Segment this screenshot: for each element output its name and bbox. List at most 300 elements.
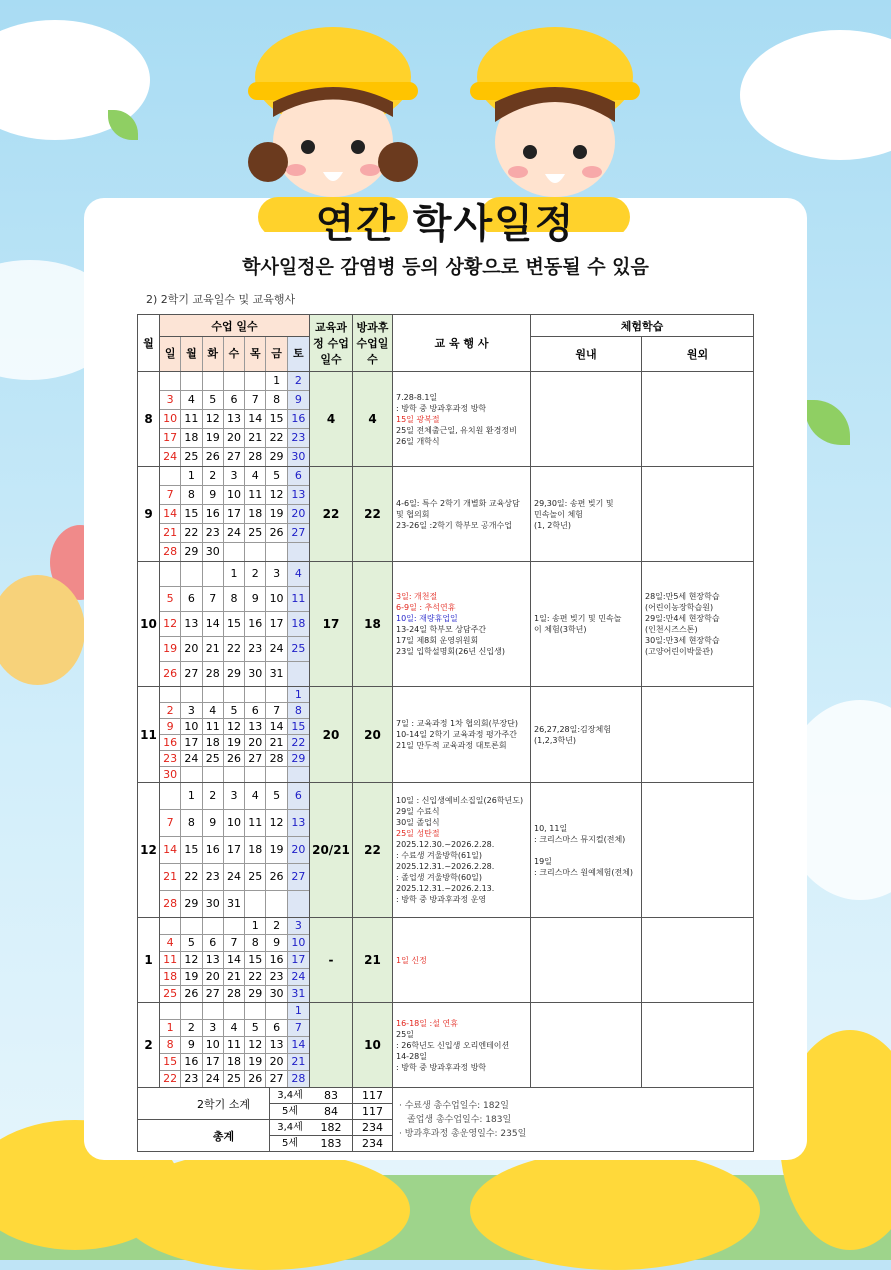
calendar-day: 17 <box>266 612 287 637</box>
month-row <box>138 1003 754 1088</box>
calendar-day: 5 <box>160 587 181 612</box>
calendar-day <box>181 372 202 391</box>
events-cell <box>393 562 531 687</box>
calendar-day <box>181 562 202 587</box>
calendar-day: 27 <box>288 524 309 543</box>
month-row <box>138 783 754 918</box>
events-cell <box>393 687 531 783</box>
calendar-day <box>224 372 245 391</box>
calendar-day: 16 <box>181 1054 202 1071</box>
calendar-day: 31 <box>224 891 245 917</box>
outside-header: 원외 <box>642 337 754 372</box>
calendar-day: 28 <box>160 891 181 917</box>
calendar-day: 28 <box>224 986 245 1002</box>
calendar-day: 1 <box>181 783 202 810</box>
events-line: : 방학 중 방과후과정 운영 <box>396 895 487 904</box>
calendar-day <box>245 1003 266 1020</box>
calendar-day: 8 <box>160 1037 181 1054</box>
weekday-label: 수 <box>224 337 245 371</box>
afterschool-days: 18 <box>353 562 393 687</box>
calendar-day: 23 <box>266 969 287 986</box>
calendar-day: 24 <box>160 448 181 466</box>
bush <box>120 1150 410 1270</box>
age-label: 5세 <box>269 1136 310 1151</box>
events-line: 16-18일 :설 연휴 <box>396 1018 458 1028</box>
calendar-day: 29 <box>266 448 287 466</box>
calendar-day: 9 <box>160 719 181 735</box>
calendar-day: 6 <box>224 391 245 410</box>
calendar-day: 29 <box>245 986 266 1002</box>
calendar-day: 13 <box>288 486 309 505</box>
calendar-day: 25 <box>181 448 202 466</box>
events-line: : 26학년도 신입생 오리엔테이션 <box>396 1040 510 1050</box>
events-line: : 방학 중 방과후과정 방학 <box>396 403 487 413</box>
afterschool-days: 21 <box>353 918 393 1003</box>
month-calendar <box>160 1003 310 1088</box>
calendar-day: 14 <box>288 1037 309 1054</box>
calendar-day: 12 <box>203 410 224 429</box>
calendar-day: 5 <box>224 703 245 719</box>
outside-cell <box>642 783 754 918</box>
month-label: 8 <box>138 372 160 467</box>
curriculum-days <box>310 1003 353 1088</box>
calendar-day: 29 <box>224 662 245 686</box>
calendar-day: 14 <box>245 410 266 429</box>
calendar-day: 21 <box>245 429 266 448</box>
events-line: 15일 광복절 <box>396 414 440 424</box>
calendar-day: 16 <box>203 505 224 524</box>
afterschool-days: 22 <box>353 783 393 918</box>
events-line: 25일 <box>396 1029 414 1039</box>
calendar-day <box>160 372 181 391</box>
calendar-day: 7 <box>266 703 287 719</box>
calendar-day: 1 <box>245 918 266 935</box>
calendar-day: 6 <box>245 703 266 719</box>
inside-line: 민속놀이 체험 <box>534 509 583 519</box>
calendar-day: 11 <box>181 410 202 429</box>
calendar-day: 2 <box>160 703 181 719</box>
month-calendar <box>160 783 310 918</box>
calendar-day <box>203 1003 224 1020</box>
events-line: 14-28일 <box>396 1051 427 1061</box>
calendar-day: 26 <box>266 524 287 543</box>
inside-line: 29,30일: 송편 빚기 및 <box>534 498 614 508</box>
calendar-day: 28 <box>245 448 266 466</box>
calendar-day: 17 <box>160 429 181 448</box>
calendar-day: 9 <box>245 587 266 612</box>
calendar-day <box>160 562 181 587</box>
calendar-day: 24 <box>266 637 287 662</box>
calendar-day: 26 <box>160 662 181 686</box>
afterschool-days: 20 <box>353 687 393 783</box>
calendar-day: 6 <box>266 1020 287 1037</box>
calendar-day: 15 <box>245 952 266 969</box>
calendar-day: 13 <box>288 810 309 837</box>
calendar-day: 9 <box>203 810 224 837</box>
calendar-day: 27 <box>288 864 309 891</box>
calendar-day: 2 <box>181 1020 202 1037</box>
outside-cell <box>642 687 754 783</box>
calendar-day: 26 <box>203 448 224 466</box>
calendar-day: 20 <box>288 505 309 524</box>
calendar-day: 22 <box>266 429 287 448</box>
calendar-day: 28 <box>160 543 181 561</box>
month-calendar <box>160 467 310 562</box>
calendar-day <box>266 543 287 561</box>
calendar-day: 9 <box>203 486 224 505</box>
inside-cell <box>531 918 642 1003</box>
total-curriculum: 183 <box>310 1136 353 1152</box>
calendar-day: 10 <box>160 410 181 429</box>
inside-cell <box>531 687 642 783</box>
calendar-day <box>160 918 181 935</box>
afterschool-days-header: 방과후 수업일수 <box>353 315 393 372</box>
inside-line: 26,27,28일:김장체험 <box>534 724 611 734</box>
outside-line: (인천시즈스톤) <box>645 625 698 634</box>
calendar-day: 17 <box>224 505 245 524</box>
calendar-day: 28 <box>203 662 224 686</box>
calendar-day: 11 <box>288 587 309 612</box>
events-line: : 방학 중 방과후과정 방학 <box>396 1062 487 1072</box>
events-line: 4-6일: 특수 2학기 개별화 교육상담 <box>396 498 520 508</box>
calendar-day: 6 <box>181 587 202 612</box>
summary-notes: · 수료생 총수업일수: 182일 졸업생 총수업일수: 183일 · 방과후과정 총운영일수: 235일 <box>393 1088 754 1152</box>
calendar-day: 15 <box>181 505 202 524</box>
calendar-day: 12 <box>245 1037 266 1054</box>
calendar-day: 16 <box>160 735 181 751</box>
calendar-day: 31 <box>288 986 309 1002</box>
events-line: : 수료생 겨울방학(61일) <box>396 851 483 860</box>
calendar-day: 4 <box>245 783 266 810</box>
weekday-label: 토 <box>288 337 309 371</box>
calendar-day <box>245 687 266 703</box>
subtotal-afterschool: 117 <box>353 1088 393 1104</box>
events-line: 29일 수료식 <box>396 807 440 816</box>
calendar-day: 24 <box>181 751 202 767</box>
calendar-day <box>245 767 266 782</box>
inside-line: 이 체험(3학년) <box>534 625 587 634</box>
calendar-day: 21 <box>203 637 224 662</box>
calendar-day: 19 <box>224 735 245 751</box>
calendar-day: 15 <box>160 1054 181 1071</box>
calendar-day: 9 <box>266 935 287 952</box>
events-line: : 졸업생 겨울방학(60일) <box>396 873 483 882</box>
calendar-day: 19 <box>181 969 202 986</box>
calendar-day <box>203 687 224 703</box>
calendar-day <box>224 687 245 703</box>
calendar-day: 13 <box>266 1037 287 1054</box>
curriculum-days: 4 <box>310 372 353 467</box>
calendar-day: 25 <box>288 637 309 662</box>
calendar-day: 27 <box>266 1071 287 1087</box>
calendar-day: 27 <box>203 986 224 1002</box>
calendar-day: 23 <box>245 637 266 662</box>
calendar-day: 27 <box>224 448 245 466</box>
events-header: 교 육 행 사 <box>393 315 531 372</box>
month-header: 월 <box>138 315 160 372</box>
calendar-day: 22 <box>160 1071 181 1087</box>
events-line: 3일: 개천절 <box>396 592 438 601</box>
calendar-day: 22 <box>181 864 202 891</box>
calendar-day: 12 <box>266 486 287 505</box>
calendar-day: 20 <box>245 735 266 751</box>
events-line: 2025.12.31.~2026.2.13. <box>396 884 495 893</box>
calendar-day: 25 <box>245 864 266 891</box>
weekday-label: 화 <box>203 337 224 371</box>
calendar-day: 3 <box>288 918 309 935</box>
calendar-day: 19 <box>203 429 224 448</box>
calendar-day: 10 <box>224 810 245 837</box>
calendar-day: 21 <box>224 969 245 986</box>
month-label: 9 <box>138 467 160 562</box>
calendar-day: 6 <box>288 783 309 810</box>
calendar-day: 15 <box>181 837 202 864</box>
calendar-day: 18 <box>203 735 224 751</box>
inside-line: 10, 11일 <box>534 823 568 833</box>
events-line: 10일: 재량휴업일 <box>396 614 458 623</box>
calendar-day: 6 <box>288 467 309 486</box>
calendar-day: 8 <box>245 935 266 952</box>
calendar-day: 5 <box>181 935 202 952</box>
calendar-day: 10 <box>203 1037 224 1054</box>
calendar-day <box>181 687 202 703</box>
calendar-day <box>245 891 266 917</box>
inside-line: : 크리스마스 뮤지컬(전체) <box>534 834 626 844</box>
calendar-day: 27 <box>245 751 266 767</box>
calendar-day <box>288 543 309 561</box>
outside-cell <box>642 1003 754 1088</box>
curriculum-days: 20/21 <box>310 783 353 918</box>
calendar-day: 18 <box>181 429 202 448</box>
events-line: 21일 만두적 교육과정 대토론회 <box>396 741 507 750</box>
calendar-day <box>288 891 309 917</box>
events-line: 7일 : 교육과정 1차 협의회(부장단) <box>396 719 519 728</box>
calendar-day <box>160 467 181 486</box>
outside-line: 29일:만4세 현장학습 <box>645 614 720 623</box>
calendar-day: 30 <box>203 543 224 561</box>
inside-line: 19일 <box>534 856 552 866</box>
calendar-day: 11 <box>203 719 224 735</box>
subtotal-curriculum: 84 <box>310 1104 353 1120</box>
calendar-day: 19 <box>266 505 287 524</box>
inside-cell <box>531 562 642 687</box>
calendar-day: 29 <box>181 543 202 561</box>
calendar-day: 1 <box>224 562 245 587</box>
calendar-day: 26 <box>181 986 202 1002</box>
calendar-day: 11 <box>245 810 266 837</box>
inside-cell <box>531 783 642 918</box>
calendar-day: 30 <box>203 891 224 917</box>
calendar-day: 14 <box>203 612 224 637</box>
calendar-day <box>181 1003 202 1020</box>
events-line: 2025.12.30.~2026.2.28. <box>396 840 495 849</box>
events-line: 23일 입학설명회(26년 신입생) <box>396 647 505 656</box>
calendar-day: 10 <box>181 719 202 735</box>
subtotal-afterschool: 117 <box>353 1104 393 1120</box>
calendar-day <box>266 767 287 782</box>
calendar-day: 8 <box>181 486 202 505</box>
calendar-day: 7 <box>224 935 245 952</box>
calendar-day: 28 <box>266 751 287 767</box>
calendar-day: 24 <box>288 969 309 986</box>
calendar-day: 30 <box>288 448 309 466</box>
events-line: 25일 성탄절 <box>396 829 440 838</box>
calendar-day: 4 <box>245 467 266 486</box>
calendar-day: 18 <box>288 612 309 637</box>
calendar-day: 15 <box>266 410 287 429</box>
calendar-day: 21 <box>160 524 181 543</box>
calendar-day: 16 <box>288 410 309 429</box>
calendar-day: 22 <box>181 524 202 543</box>
calendar-day: 18 <box>245 505 266 524</box>
section-title: 2) 2학기 교육일수 및 교육행사 <box>146 293 296 306</box>
calendar-day: 18 <box>224 1054 245 1071</box>
calendar-day: 3 <box>181 703 202 719</box>
events-cell <box>393 372 531 467</box>
calendar-day <box>160 687 181 703</box>
total-afterschool: 234 <box>353 1136 393 1152</box>
total-afterschool: 234 <box>353 1120 393 1136</box>
calendar-day: 23 <box>288 429 309 448</box>
curriculum-days-header: 교육과정 수업일수 <box>310 315 353 372</box>
calendar-day: 28 <box>288 1071 309 1087</box>
calendar-day: 30 <box>266 986 287 1002</box>
inside-line: (1, 2학년) <box>534 520 571 530</box>
semester-subtotal-label: 2학기 소계 <box>138 1088 310 1120</box>
total-curriculum: 182 <box>310 1120 353 1136</box>
month-row <box>138 687 754 783</box>
calendar-day <box>288 662 309 686</box>
calendar-day <box>266 891 287 917</box>
calendar-day: 24 <box>224 864 245 891</box>
calendar-day: 2 <box>245 562 266 587</box>
calendar-day: 24 <box>203 1071 224 1087</box>
calendar-day: 23 <box>181 1071 202 1087</box>
calendar-day: 26 <box>224 751 245 767</box>
calendar-day: 10 <box>266 587 287 612</box>
calendar-day: 12 <box>181 952 202 969</box>
calendar-day: 31 <box>266 662 287 686</box>
calendar-day <box>224 767 245 782</box>
subtotal-curriculum: 83 <box>310 1088 353 1104</box>
calendar-day <box>266 687 287 703</box>
calendar-day: 7 <box>160 486 181 505</box>
calendar-day: 5 <box>245 1020 266 1037</box>
calendar-day <box>160 1003 181 1020</box>
calendar-day <box>203 918 224 935</box>
afterschool-days: 10 <box>353 1003 393 1088</box>
calendar-day: 16 <box>245 612 266 637</box>
month-label: 12 <box>138 783 160 918</box>
calendar-day: 23 <box>160 751 181 767</box>
calendar-day: 17 <box>288 952 309 969</box>
calendar-day: 11 <box>160 952 181 969</box>
calendar-day <box>266 1003 287 1020</box>
calendar-day: 24 <box>224 524 245 543</box>
calendar-day: 2 <box>203 467 224 486</box>
events-line: 25일 전체출근일, 유치원 환경정비 <box>396 425 517 435</box>
calendar-day: 18 <box>160 969 181 986</box>
calendar-day: 14 <box>160 837 181 864</box>
calendar-day: 3 <box>203 1020 224 1037</box>
inside-header: 원내 <box>531 337 642 372</box>
events-line: 23-26일 :2학기 학부모 공개수업 <box>396 520 512 530</box>
month-label: 11 <box>138 687 160 783</box>
page-title: 연간 학사일정 <box>315 201 576 247</box>
calendar-day: 3 <box>266 562 287 587</box>
events-cell <box>393 467 531 562</box>
calendar-day <box>203 562 224 587</box>
calendar-day: 2 <box>266 918 287 935</box>
month-label: 10 <box>138 562 160 687</box>
calendar-day: 23 <box>203 864 224 891</box>
calendar-day: 11 <box>245 486 266 505</box>
events-line: 26일 개학식 <box>396 436 440 446</box>
calendar-day: 12 <box>224 719 245 735</box>
bush <box>470 1150 760 1270</box>
outside-line: (고양어린이박물관) <box>645 647 714 656</box>
calendar-day: 26 <box>245 1071 266 1087</box>
weekday-label: 일 <box>160 337 181 371</box>
calendar-day: 7 <box>160 810 181 837</box>
calendar-day: 4 <box>224 1020 245 1037</box>
calendar-day: 15 <box>224 612 245 637</box>
weekday-label: 금 <box>266 337 287 371</box>
calendar-day: 1 <box>288 1003 309 1020</box>
calendar-day: 7 <box>203 587 224 612</box>
calendar-day: 22 <box>245 969 266 986</box>
calendar-day <box>245 372 266 391</box>
weekday-header-row <box>160 337 310 372</box>
calendar-day: 19 <box>266 837 287 864</box>
calendar-day: 23 <box>203 524 224 543</box>
calendar-day: 5 <box>266 467 287 486</box>
calendar-day <box>224 543 245 561</box>
calendar-day <box>224 918 245 935</box>
calendar-day: 14 <box>266 719 287 735</box>
calendar-day <box>160 783 181 810</box>
events-line: 10일 : 신입생예비소집일(26학년도) <box>396 796 524 805</box>
calendar-day: 22 <box>224 637 245 662</box>
calendar-day: 20 <box>266 1054 287 1071</box>
curriculum-days: 17 <box>310 562 353 687</box>
calendar-day: 21 <box>160 864 181 891</box>
calendar-day: 30 <box>160 767 181 782</box>
afterschool-days: 4 <box>353 372 393 467</box>
calendar-day: 26 <box>266 864 287 891</box>
age-label: 5세 <box>269 1104 310 1120</box>
calendar-day <box>245 543 266 561</box>
calendar-day: 25 <box>224 1071 245 1087</box>
events-cell <box>393 1003 531 1088</box>
inside-cell <box>531 1003 642 1088</box>
events-cell <box>393 918 531 1003</box>
month-row <box>138 562 754 687</box>
inside-line <box>534 845 638 856</box>
weekday-label: 목 <box>245 337 266 371</box>
calendar-day: 25 <box>160 986 181 1002</box>
calendar-day: 11 <box>224 1037 245 1054</box>
month-calendar <box>160 687 310 783</box>
calendar-day: 9 <box>288 391 309 410</box>
calendar-day <box>181 767 202 782</box>
events-line: 1일 신정 <box>396 955 427 965</box>
calendar-day: 6 <box>203 935 224 952</box>
calendar-day <box>181 918 202 935</box>
calendar-day: 29 <box>288 751 309 767</box>
calendar-day: 30 <box>245 662 266 686</box>
calendar-day: 10 <box>224 486 245 505</box>
